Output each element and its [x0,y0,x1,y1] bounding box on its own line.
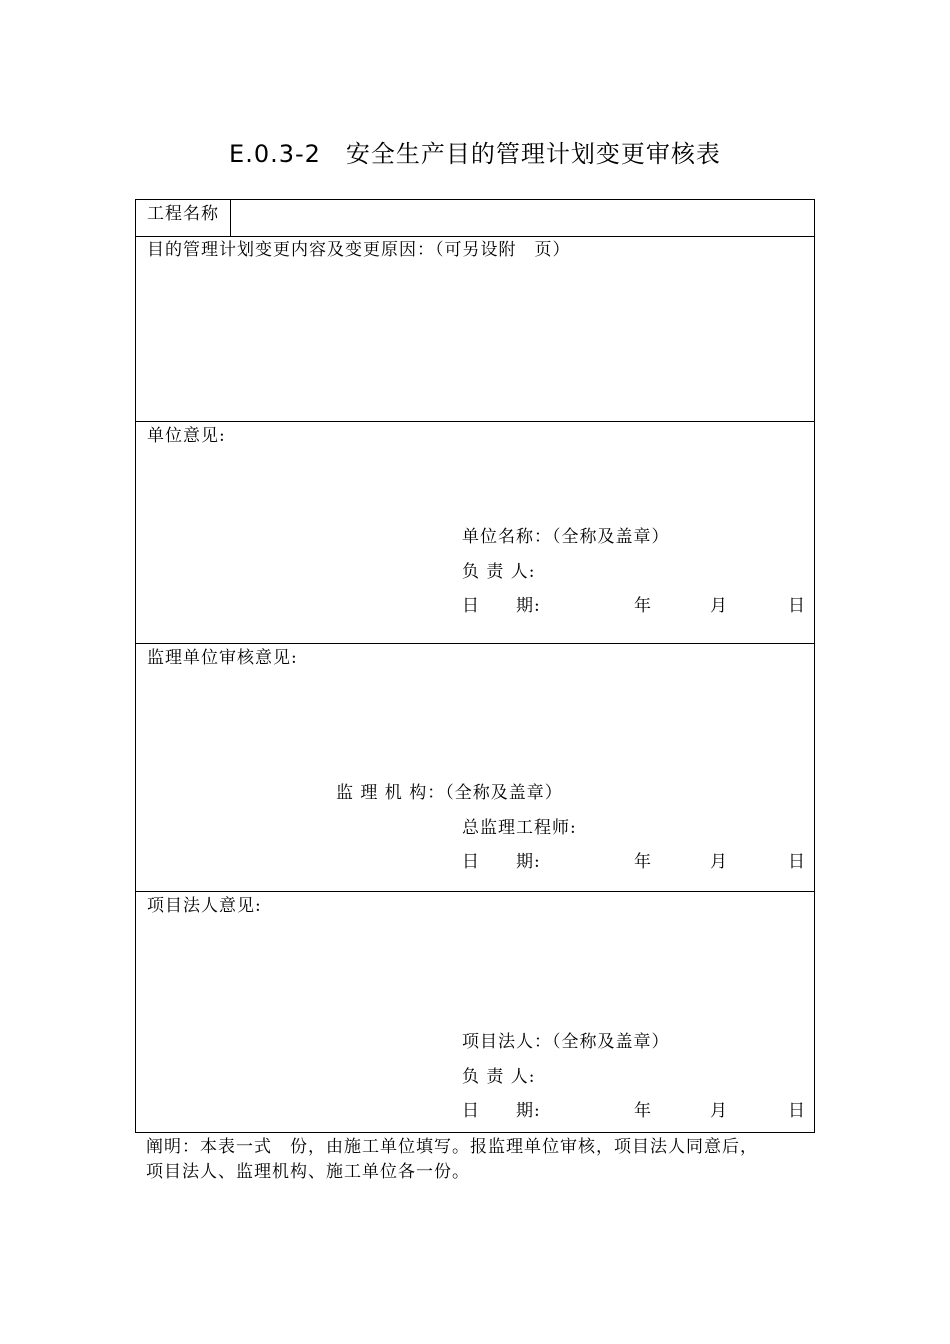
footnote-line-2: 项目法人、监理机构、施工单位各一份。 [146,1162,470,1182]
legal-person-date-month: 月 [710,1101,728,1121]
supervision-date-year: 年 [634,852,652,872]
divider-supervision-opinion [136,891,814,892]
legal-person-date-year: 年 [634,1101,652,1121]
divider-unit-opinion [136,643,814,644]
supervision-org-label: 监 理 机 构：（全称及盖章） [336,783,563,803]
legal-person-date-day: 日 [788,1101,806,1121]
divider-project-name-label [230,200,231,236]
change-content-field[interactable] [147,266,797,414]
legal-person-org-label: 项目法人：（全称及盖章） [462,1032,670,1052]
unit-date-label: 日 期: [462,596,541,616]
supervision-person-label: 总监理工程师: [462,818,577,838]
supervision-opinion-field[interactable] [147,674,797,774]
page-title: E.0.3-2 安全生产目的管理计划变更审核表 [229,140,721,168]
divider-change-content [136,421,814,422]
supervision-date-month: 月 [710,852,728,872]
supervision-date-day: 日 [788,852,806,872]
unit-date-month: 月 [710,596,728,616]
supervision-opinion-label: 监理单位审核意见: [147,648,298,668]
unit-org-label: 单位名称：（全称及盖章） [462,527,670,547]
review-form [135,199,815,1133]
legal-person-person-label: 负 责 人: [462,1067,536,1087]
unit-opinion-field[interactable] [147,452,797,522]
unit-date-day: 日 [788,596,806,616]
legal-person-date-label: 日 期: [462,1101,541,1121]
divider-project-name [136,236,814,237]
legal-person-opinion-label: 项目法人意见: [147,896,262,916]
project-name-label: 工程名称 [147,204,219,224]
footnote-line-1: 阐明：本表一式 份，由施工单位填写。报监理单位审核，项目法人同意后， [146,1137,758,1157]
legal-person-opinion-field[interactable] [147,922,797,1022]
unit-date-year: 年 [634,596,652,616]
unit-opinion-label: 单位意见: [147,426,226,446]
supervision-date-label: 日 期: [462,852,541,872]
project-name-field[interactable] [242,204,802,228]
unit-person-label: 负 责 人: [462,562,536,582]
change-content-label: 目的管理计划变更内容及变更原因：（可另设附 页） [147,240,571,260]
